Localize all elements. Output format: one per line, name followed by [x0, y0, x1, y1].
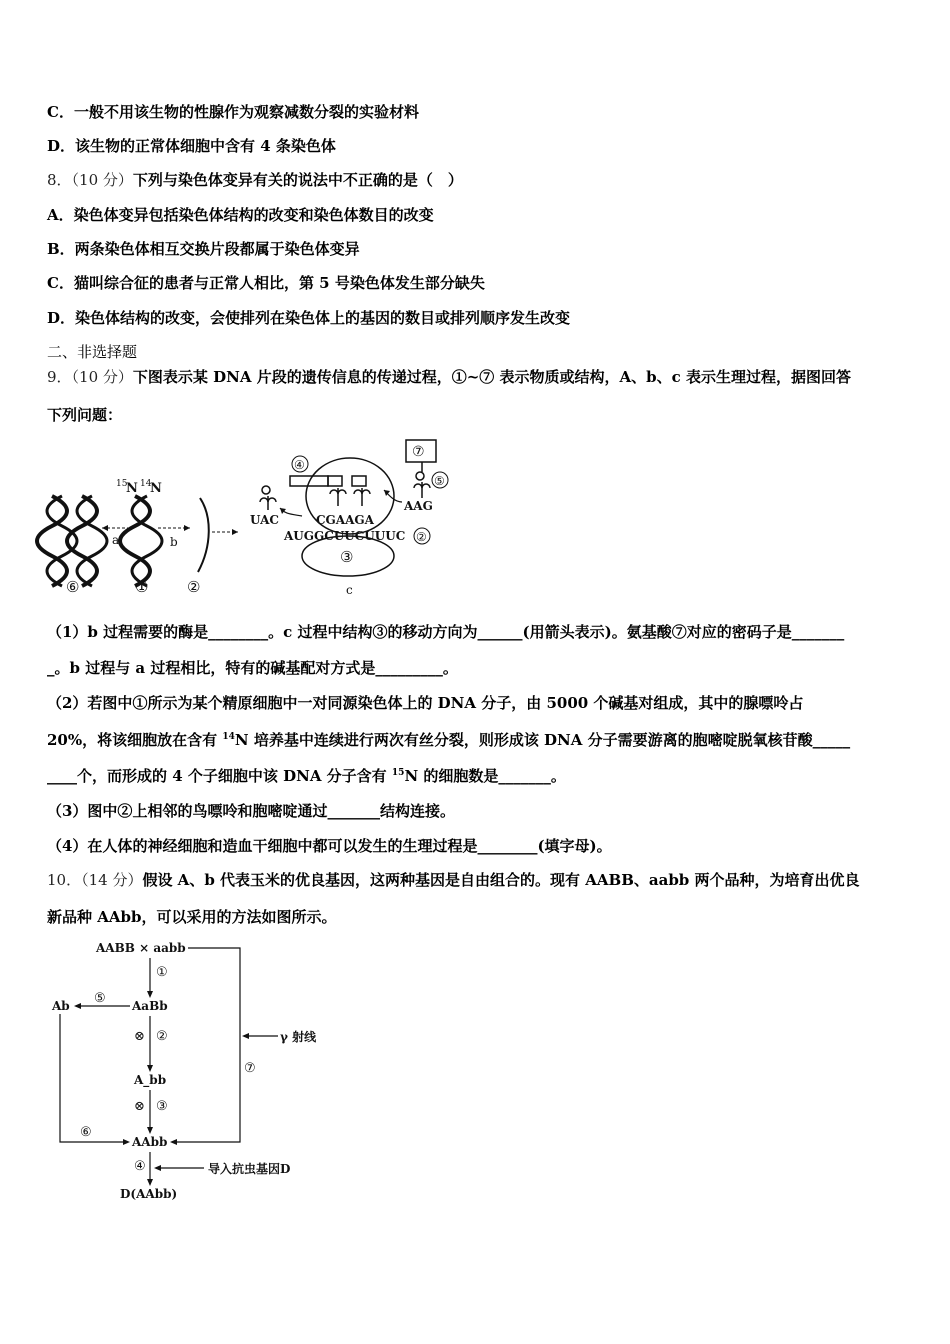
- node-aabb-hybrid: AaBb: [132, 999, 168, 1013]
- q9-stem-line2: 下列问题：: [47, 406, 123, 424]
- label-n-right: N: [150, 481, 162, 496]
- label-14: 14: [140, 479, 152, 489]
- section-2-heading: 二、非选择题: [47, 343, 138, 361]
- label-n-left: N: [126, 481, 138, 496]
- anticodon-uac: UAC: [250, 513, 279, 527]
- q8-stem-text: 下列与染色体变异有关的说法中不正确的是（ ）: [132, 171, 463, 189]
- q9-part2-line3: [47, 766, 566, 786]
- dna-helix-1: [120, 496, 162, 586]
- arrow-step-6: [60, 1014, 128, 1142]
- label-step-6: ⑥: [80, 1125, 92, 1140]
- mrna-sequence: AUGGCUUCUUUC: [284, 529, 406, 543]
- label-6: ⑥: [66, 578, 80, 596]
- label-self-2: ⊗: [134, 1029, 145, 1044]
- label-insert-gene: 导入抗虫基因D: [208, 1162, 291, 1176]
- q9-stem-text: 下图表示某 DNA 片段的遗传信息的传递过程，①~⑦ 表示物质或结构，A、b、c 表示生理过程，据图回答: [132, 368, 851, 386]
- label-2-left: ②: [187, 578, 201, 596]
- mrna-strand-2: [198, 498, 209, 572]
- label-3: ③: [340, 548, 354, 566]
- q9-part1-line2: _。b 过程与 a 过程相比，特有的碱基配对方式是_________。: [47, 659, 458, 677]
- dna-helix-6: [37, 496, 107, 586]
- q8-stem: [47, 170, 463, 190]
- q8-option-a: A．染色体变异包括染色体结构的改变和染色体数目的改变: [47, 206, 434, 224]
- label-c: c: [346, 583, 353, 597]
- q8-option-c: C．猫叫综合征的患者与正常人相比，第 5 号染色体发生部分缺失: [47, 274, 485, 292]
- label-step-3: ③: [156, 1099, 168, 1114]
- q10-stem-line2: 新品种 AAbb，可以采用的方法如图所示。: [47, 908, 337, 926]
- node-d-aabb: D(AAbb): [120, 1187, 178, 1201]
- label-1: ①: [135, 578, 149, 596]
- label-step-5: ⑤: [94, 991, 106, 1006]
- label-7: ⑦: [412, 444, 425, 460]
- node-a-bb: A_bb: [134, 1073, 167, 1087]
- label-self-3: ⊗: [134, 1099, 145, 1114]
- label-b: b: [170, 535, 178, 549]
- q10-stem-text: 假设 A、b 代表玉米的优良基因，这两种基因是自由组合的。现有 AABB、aabb 两个品种，为培育出优良: [142, 871, 860, 889]
- q9-number: 9．（10 分）: [47, 368, 133, 386]
- cross-aabb-aabb: AABB × aabb: [96, 941, 186, 955]
- label-step-1: ①: [156, 965, 168, 980]
- anticodon-aag: AAG: [404, 499, 433, 513]
- label-step-4: ④: [134, 1159, 146, 1174]
- q7-option-d: D．该生物的正常体细胞中含有 4 条染色体: [47, 137, 336, 155]
- q9-part2-line3-pre: ____个，而形成的 4 个子细胞中该 DNA 分子含有: [47, 767, 392, 785]
- q9-part2-line2: [47, 730, 850, 750]
- q9-part2-line3-post: N 的细胞数是_______。: [404, 767, 566, 785]
- label-step-2: ②: [156, 1029, 168, 1044]
- q10-stem-line1: [47, 870, 860, 890]
- q9-stem-line1: [47, 367, 851, 387]
- figure-breeding-methods: [48, 936, 328, 1206]
- node-ab-haploid: Ab: [52, 999, 70, 1013]
- codon-cgaaga: CGAAGA: [316, 513, 374, 527]
- q9-part4: （4）在人体的神经细胞和造血干细胞中都可以发生的生理过程是________(填字母)。: [47, 837, 612, 855]
- label-a: a: [112, 533, 120, 547]
- label-2-right: ②: [416, 530, 427, 544]
- q9-part2-line2-pre: 20%，将该细胞放在含有: [47, 731, 223, 749]
- node-aabb-target: AAbb: [132, 1135, 168, 1149]
- trna-aag: [414, 462, 430, 498]
- label-15: 15: [116, 479, 128, 489]
- trna-in-ribosome: [328, 476, 370, 506]
- label-5: ⑤: [434, 474, 445, 488]
- figure-dna-transfer: [40, 436, 460, 596]
- q7-option-c: C．一般不用该生物的性腺作为观察减数分裂的实验材料: [47, 103, 419, 121]
- label-step-7: ⑦: [244, 1061, 256, 1076]
- q9-part1-line1: （1）b 过程需要的酶是________。c 过程中结构③的移动方向为______(用箭头表示)。氨基酸⑦对应的密码子是_______: [47, 623, 845, 641]
- superscript-15: 15: [391, 768, 405, 778]
- trna-uac: [260, 486, 276, 510]
- q8-option-d: D．染色体结构的改变，会使排列在染色体上的基因的数目或排列顺序发生改变: [47, 309, 571, 327]
- q9-part2-line1: （2）若图中①所示为某个精原细胞中一对同源染色体上的 DNA 分子，由 5000 个碱基对组成，其中的腺嘌呤占: [47, 694, 804, 712]
- label-4: ④: [294, 458, 305, 472]
- q9-part2-line2-post: N 培养基中连续进行两次有丝分裂，则形成该 DNA 分子需要游离的胞嘧啶脱氧核苷酸_____: [234, 731, 851, 749]
- arrow-step-7: [172, 948, 240, 1142]
- q8-number: 8．（10 分）: [47, 171, 133, 189]
- label-gamma-ray: γ 射线: [280, 1030, 317, 1044]
- q10-number: 10．（14 分）: [47, 871, 143, 889]
- q9-part3: （3）图中②上相邻的鸟嘌呤和胞嘧啶通过_______结构连接。: [47, 802, 455, 820]
- superscript-14: 14: [222, 732, 235, 742]
- q8-option-b: B．两条染色体相互交换片段都属于染色体变异: [47, 240, 360, 258]
